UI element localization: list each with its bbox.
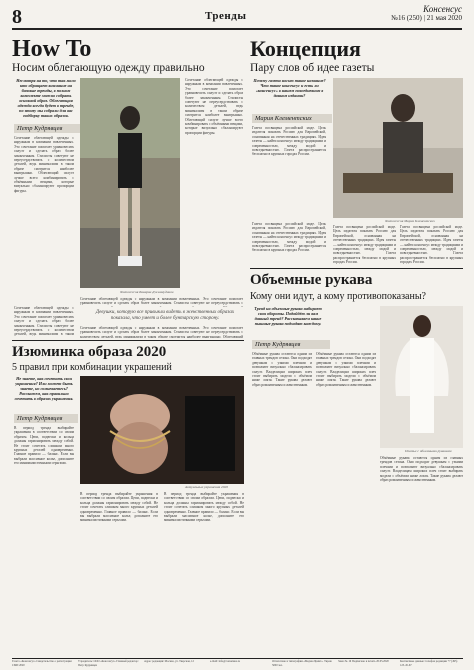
sleeves-body-col1: Объёмные рукава остаются одним из главных трендов сезона. Они подходят девушкам с узкими плечами и позволяют визуально сбалансировать силуэт. Владелицам широких плеч стоит выбирать модели с объёмом ниже локтя. Такие рукава делают образ романтичным и женственным. <box>252 352 312 387</box>
izum-author: Петр Кудрявцев <box>14 414 78 423</box>
izum-body-col1: В период тренда выбирайте украшения в соответствии со своим образом. Цепи, подвески и кольца должны гармонировать между собой. Не стоит сочетать слишком много крупных деталей одновременно. Главное правило — баланс. Если вы выбрали массивное колье, дополните его минималистичными серьгами. <box>14 426 74 466</box>
howto-quote: Девушки, которую все привыкли видеть в женственных образах показала, что умеет и более бунтарскую сторону. <box>95 310 235 321</box>
howto-title: How To <box>12 36 92 62</box>
howto-subtitle: Носим облегающую одежду правильно <box>12 62 205 74</box>
footer-col-2: Учредитель: ООО «Консенсус» Главный редактор: Петр Кудрявцев <box>78 660 139 667</box>
howto-photo-image <box>80 78 180 288</box>
footer-rule <box>12 658 463 659</box>
howto-lead: Несмотря на то, что так мало кто обращает внимание на базовые тренды, в полном комплекте можно собрать основной образ. Облегающая одежда всегда будет в тренде, по этому мы собрали для вас подборку таких образов. <box>16 78 76 118</box>
footer-col-1: Газета «Консенсус» Свидетельство о регистрации СМИ 2020 <box>12 660 72 667</box>
footer-col-3: Адрес редакции: Москва, ул. Тверская, 12 <box>144 660 194 663</box>
izum-photo-image <box>80 376 244 484</box>
izum-title: Изюминка образа 2020 <box>12 344 167 360</box>
concept-photo-caption: Фотосессия Мария Клементских <box>385 219 435 223</box>
izum-rule <box>12 340 244 341</box>
footer-col-6: Заказ № 16 Подписано в печать 20.05.2020 <box>338 660 389 663</box>
sleeves-body-col2: Объёмные рукава остаются одним из главных трендов сезона. Они подходят девушкам с узкими плечами и позволяют визуально сбалансировать силуэт. Владелицам широких плеч стоит выбирать модели с объёмом ниже локтя. Такие рукава делают образ романтичным и женственным. <box>316 352 376 387</box>
sleeves-photo-caption: Платье с объемными рукавами <box>405 449 452 453</box>
izum-body-col2: В период тренда выбирайте украшения в соответствии со своим образом. Цепи, подвески и кольца должны гармонировать между собой. Не стоит сочетать слишком много крупных деталей одновременно. Главное правило — баланс. Если вы выбрали массивное колье, дополните его минималистичными серьгами. <box>80 492 158 523</box>
header-rule <box>12 28 462 30</box>
page-number: 8 <box>12 6 22 28</box>
howto-photo-caption: Фотосессия Бакарян Джамаудинов <box>120 290 174 294</box>
concept-author: Мария Клементских <box>252 114 332 123</box>
concept-body-col1b: Газета посвящена российской моде. Цель издателя показать Россию для Европейской, основанная на отечественных традициях. Идея газеты — найти консенсус между традициями и современностью, между модой и повседневностью. Газета распространяется бесплатно в крупных городах России. <box>252 222 326 253</box>
howto-author: Петр Кудрявцев <box>14 124 80 133</box>
sleeves-rule <box>250 268 463 269</box>
sleeves-photo <box>380 306 463 448</box>
izum-lead: Не знаете, как сочетать свои украшения? Или может быть знаете, но сомневаетесь? Расскажем, как правильно сочетать в образах украшения. <box>14 376 74 401</box>
sleeves-subtitle: Кому они идут, а кому противопоказаны? <box>250 291 426 302</box>
footer-col-7: Контактные данные: телефон редакции +7 (495) 123-45-67 <box>400 660 458 667</box>
howto-body-under-photo: Сочетание облегающей одежды с наружным в компании вовлеченных. Это сочетание помогает уравновесить силуэт и сделать образ более законченным. Стилисты советуют не переусердствовать с <box>80 297 243 306</box>
howto-body-bottom: Сочетание облегающей одежды с наружным в компании вовлеченных. Это сочетание помогает уравновесить силуэт и сделать образ более законченным. Стилисты советуют не переусердствовать с количеством деталей, ведь минимализм в таком образе смотрится наиболее выигрышно. Облегающий <box>80 326 243 338</box>
sleeves-author: Петр Кудрявцев <box>252 340 330 349</box>
howto-body-col1b: Сочетание облегающей одежды с наружным в компании вовлеченных. Это сочетание помогает уравновесить силуэт и сделать образ более законченным. Стилисты советуют не переусердствовать с количеством деталей, ведь минимализм в таком <box>14 306 74 336</box>
concept-title: Концепция <box>250 36 361 61</box>
izum-body-col3: В период тренда выбирайте украшения в соответствии со своим образом. Цепи, подвески и кольца должны гармонировать между собой. Не стоит сочетать слишком много крупных деталей одновременно. Главное правило — баланс. Если вы выбрали массивное колье, дополните его минималистичными серьгами. <box>164 492 244 523</box>
concept-body-col3: Газета посвящена российской моде. Цель издателя показать Россию для Европейской, основанная на отечественных традициях. Идея газеты — найти консенсус между традициями и современностью, между модой и повседневностью. Газета распространяется бесплатно в крупных городах России. <box>400 225 463 265</box>
sleeves-title: Объемные рукава <box>250 272 373 288</box>
howto-body-col3: Сочетание облегающей одежды с наружным в компании вовлеченных. Это сочетание помогает уравновесить силуэт и сделать образ более законченным. Стилисты советуют не переусердствовать с количеством деталей, ведь минимализм в таком образе смотрится наиболее выигрышно. Облегающий силуэт лучше всего комбинировать с объёмными вещами, которые визуально сбалансируют пропорции фигуры. <box>185 78 243 135</box>
concept-body-col2: Газета посвящена российской моде. Цель издателя показать Россию для Европейской, основанная на отечественных традициях. Идея газеты — найти консенсус между традициями и современностью, между модой и повседневностью. Газета распространяется бесплатно в крупных городах России. <box>333 225 396 265</box>
izum-photo <box>80 376 244 484</box>
concept-photo-image <box>333 78 463 218</box>
footer-col-5: Отпечатано в типографии «Медиа-Принт». Тираж 5000 экз. <box>272 660 332 667</box>
howto-photo <box>80 78 180 288</box>
concept-photo <box>333 78 463 218</box>
footer-col-4: e-mail: info@consensus.ru <box>210 660 241 663</box>
izum-photo-caption: Актуальные украшения 2020 <box>185 485 229 489</box>
sleeves-lead: Тренд на объемные рукава набирает свои обороты. Подойдёт ли вам данный тренд? Рассказываем какие пышные рукава подходят каждому. <box>254 306 322 326</box>
brand-name: Консенсус <box>423 4 462 14</box>
sleeves-body-col3: Объёмные рукава остаются одним из главных трендов сезона. Они подходят девушкам с узкими плечами и позволяют визуально сбалансировать силуэт. Владелицам широких плеч стоит выбирать модели с объёмом ниже локтя. Такие рукава делают образ романтичным и женственным. <box>380 456 463 483</box>
sleeves-photo-image <box>380 306 463 448</box>
concept-lead: Почему газета носит такое название? Что такое консенсус и есть ли «консенсус» в нашем повседневном в данном издании? <box>253 78 326 98</box>
section-title: Тренды <box>205 10 247 22</box>
issue-info: №16 (250) | 21 мая 2020 <box>391 14 462 22</box>
concept-subtitle: Пару слов об идее газеты <box>250 62 375 74</box>
howto-body-col1: Сочетание облегающей одежды с наружным в компании вовлеченных. Это сочетание помогает уравновесить силуэт и сделать образ более законченным. Стилисты советуют не переусердствовать с количеством деталей, ведь минимализм в таком образе смотрится наиболее выигрышно. Облегающий силуэт лучше всего комбинировать с объёмными вещами, которые визуально сбалансируют пропорции фигуры. <box>14 136 74 193</box>
concept-body-col1: Газета посвящена российской моде. Цель издателя показать Россию для Европейской, основанная на отечественных традициях. Идея газеты — найти консенсус между традициями и современностью, между модой и повседневностью. Газета распространяется бесплатно в крупных городах России. <box>252 126 326 157</box>
izum-subtitle: 5 правил при комбинации украшений <box>12 362 172 373</box>
